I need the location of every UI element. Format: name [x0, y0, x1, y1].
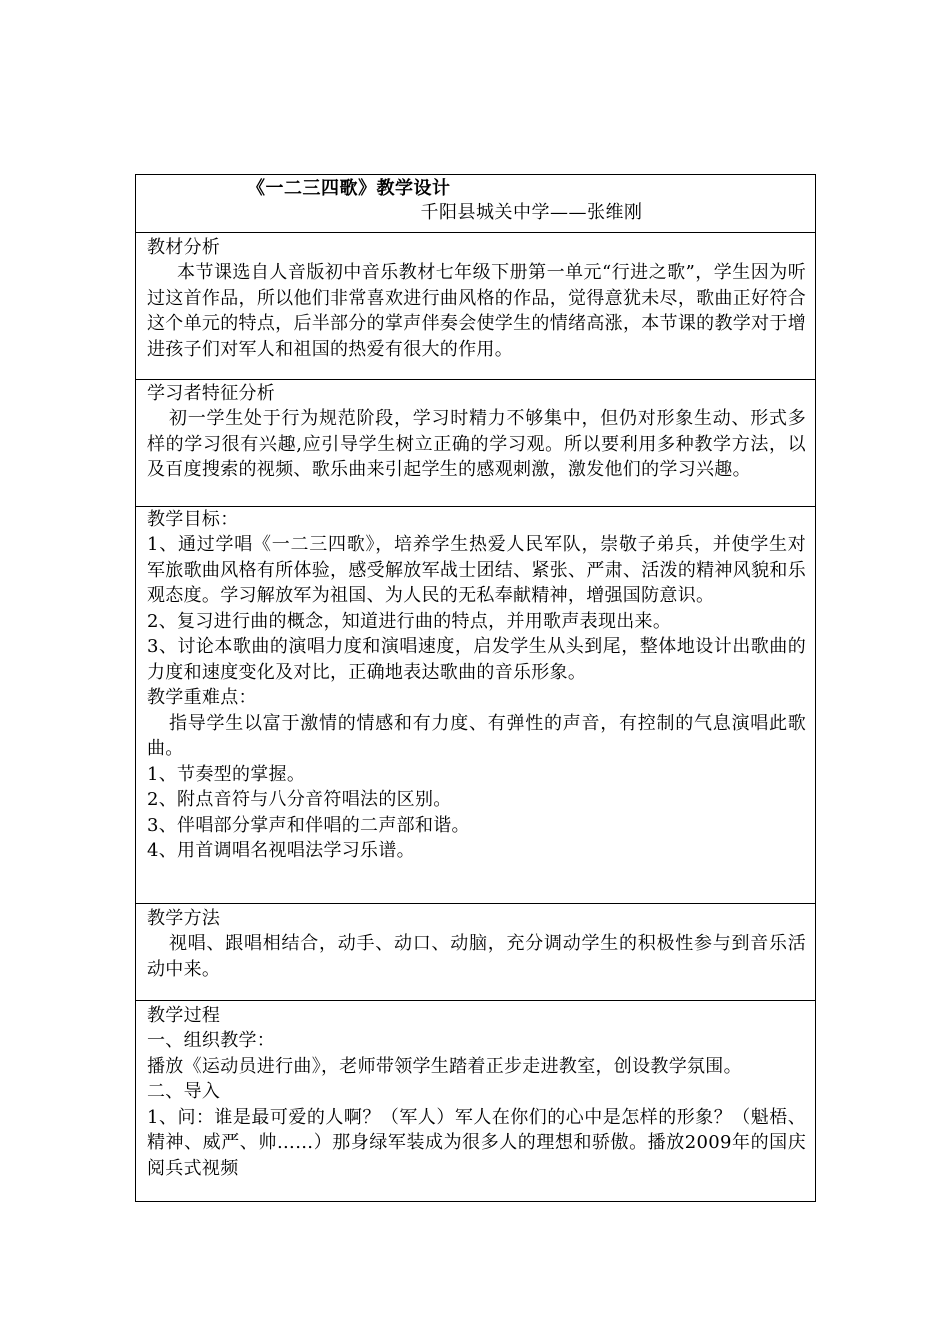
process-step1-heading: 一、组织教学：: [147, 1030, 276, 1051]
learner-body: 初一学生处于行为规范阶段，学习时精力不够集中，但仍对形象生动、形式多样的学习很有兴趣,应引导学生树立正确的学习观。所以要利用多种教学方法，以及百度搜索的视频、歌乐曲来引起学生的感观刺激，激发他们的学习兴趣。: [147, 408, 806, 480]
material-analysis-cell: [136, 233, 815, 380]
material-body: 本节课选自人音版初中音乐教材七年级下册第一单元“行进之歌”，学生因为听过这首作品，所以他们非常喜欢进行曲风格的作品，觉得意犹未尽，歌曲正好符合这个单元的特点，后半部分的掌声伴奏会使学生的情绪高涨，本节课的教学对于增进孩子们对军人和祖国的热爱有很大的作用。: [147, 262, 806, 360]
process-heading: 教学过程: [147, 1005, 221, 1026]
process-step2-heading: 二、导入: [147, 1081, 221, 1102]
method-heading: 教学方法: [147, 908, 221, 929]
title-cell: [136, 175, 815, 233]
teaching-process-cell: [136, 1001, 815, 1201]
learner-analysis-cell: [136, 380, 815, 507]
lesson-plan-table: [135, 174, 816, 1202]
learner-heading: 学习者特征分析: [147, 383, 276, 404]
goals-heading: 教学目标：: [147, 509, 239, 530]
material-heading: 教材分析: [147, 237, 221, 258]
keypoint-item-2: 2、附点音符与八分音符唱法的区别。: [147, 789, 452, 810]
author-line: 千阳县城关中学——张维刚: [420, 202, 643, 223]
document-title: 《一二三四歌》教学设计: [247, 178, 451, 199]
teaching-goals-cell: [136, 507, 815, 904]
keypoint-item-4: 4、用首调唱名视唱法学习乐谱。: [147, 840, 415, 861]
keypoint-item-1: 1、节奏型的掌握。: [147, 763, 306, 785]
keypoints-heading: 教学重难点：: [147, 687, 257, 708]
process-step1-body: 播放《运动员进行曲》，老师带领学生踏着正步走进教室，创设教学氛围。: [147, 1055, 742, 1077]
goal-item-3: 3、讨论本歌曲的演唱力度和演唱速度，启发学生从头到尾，整体地设计出歌曲的力度和速度变化及对比，正确地表达歌曲的音乐形象。: [147, 636, 806, 683]
teaching-method-cell: [136, 904, 815, 1001]
goal-item-2: 2、复习进行曲的概念，知道进行曲的特点，并用歌声表现出来。: [147, 610, 672, 632]
goal-item-1: 1、通过学唱《一二三四歌》，培养学生热爱人民军队，崇敬子弟兵，并使学生对军旅歌曲风格有所体验，感受解放军战士团结、紧张、严肃、活泼的精神风貌和乐观态度。学习解放军为祖国、为人民的无私奉献精神，增强国防意识。: [147, 534, 806, 606]
method-body: 视唱、跟唱相结合，动手、动口、动脑，充分调动学生的积极性参与到音乐活动中来。: [147, 933, 806, 980]
keypoint-item-3: 3、伴唱部分掌声和伴唱的二声部和谐。: [147, 814, 470, 836]
process-step2-body: 1、问：谁是最可爱的人啊？（军人）军人在你们的心中是怎样的形象？（魁梧、精神、威严、帅……）那身绿军装成为很多人的理想和骄傲。播放2009年的国庆阅兵式视频: [147, 1106, 806, 1179]
keypoints-intro: 指导学生以富于激情的情感和有力度、有弹性的声音，有控制的气息演唱此歌曲。: [147, 712, 806, 759]
